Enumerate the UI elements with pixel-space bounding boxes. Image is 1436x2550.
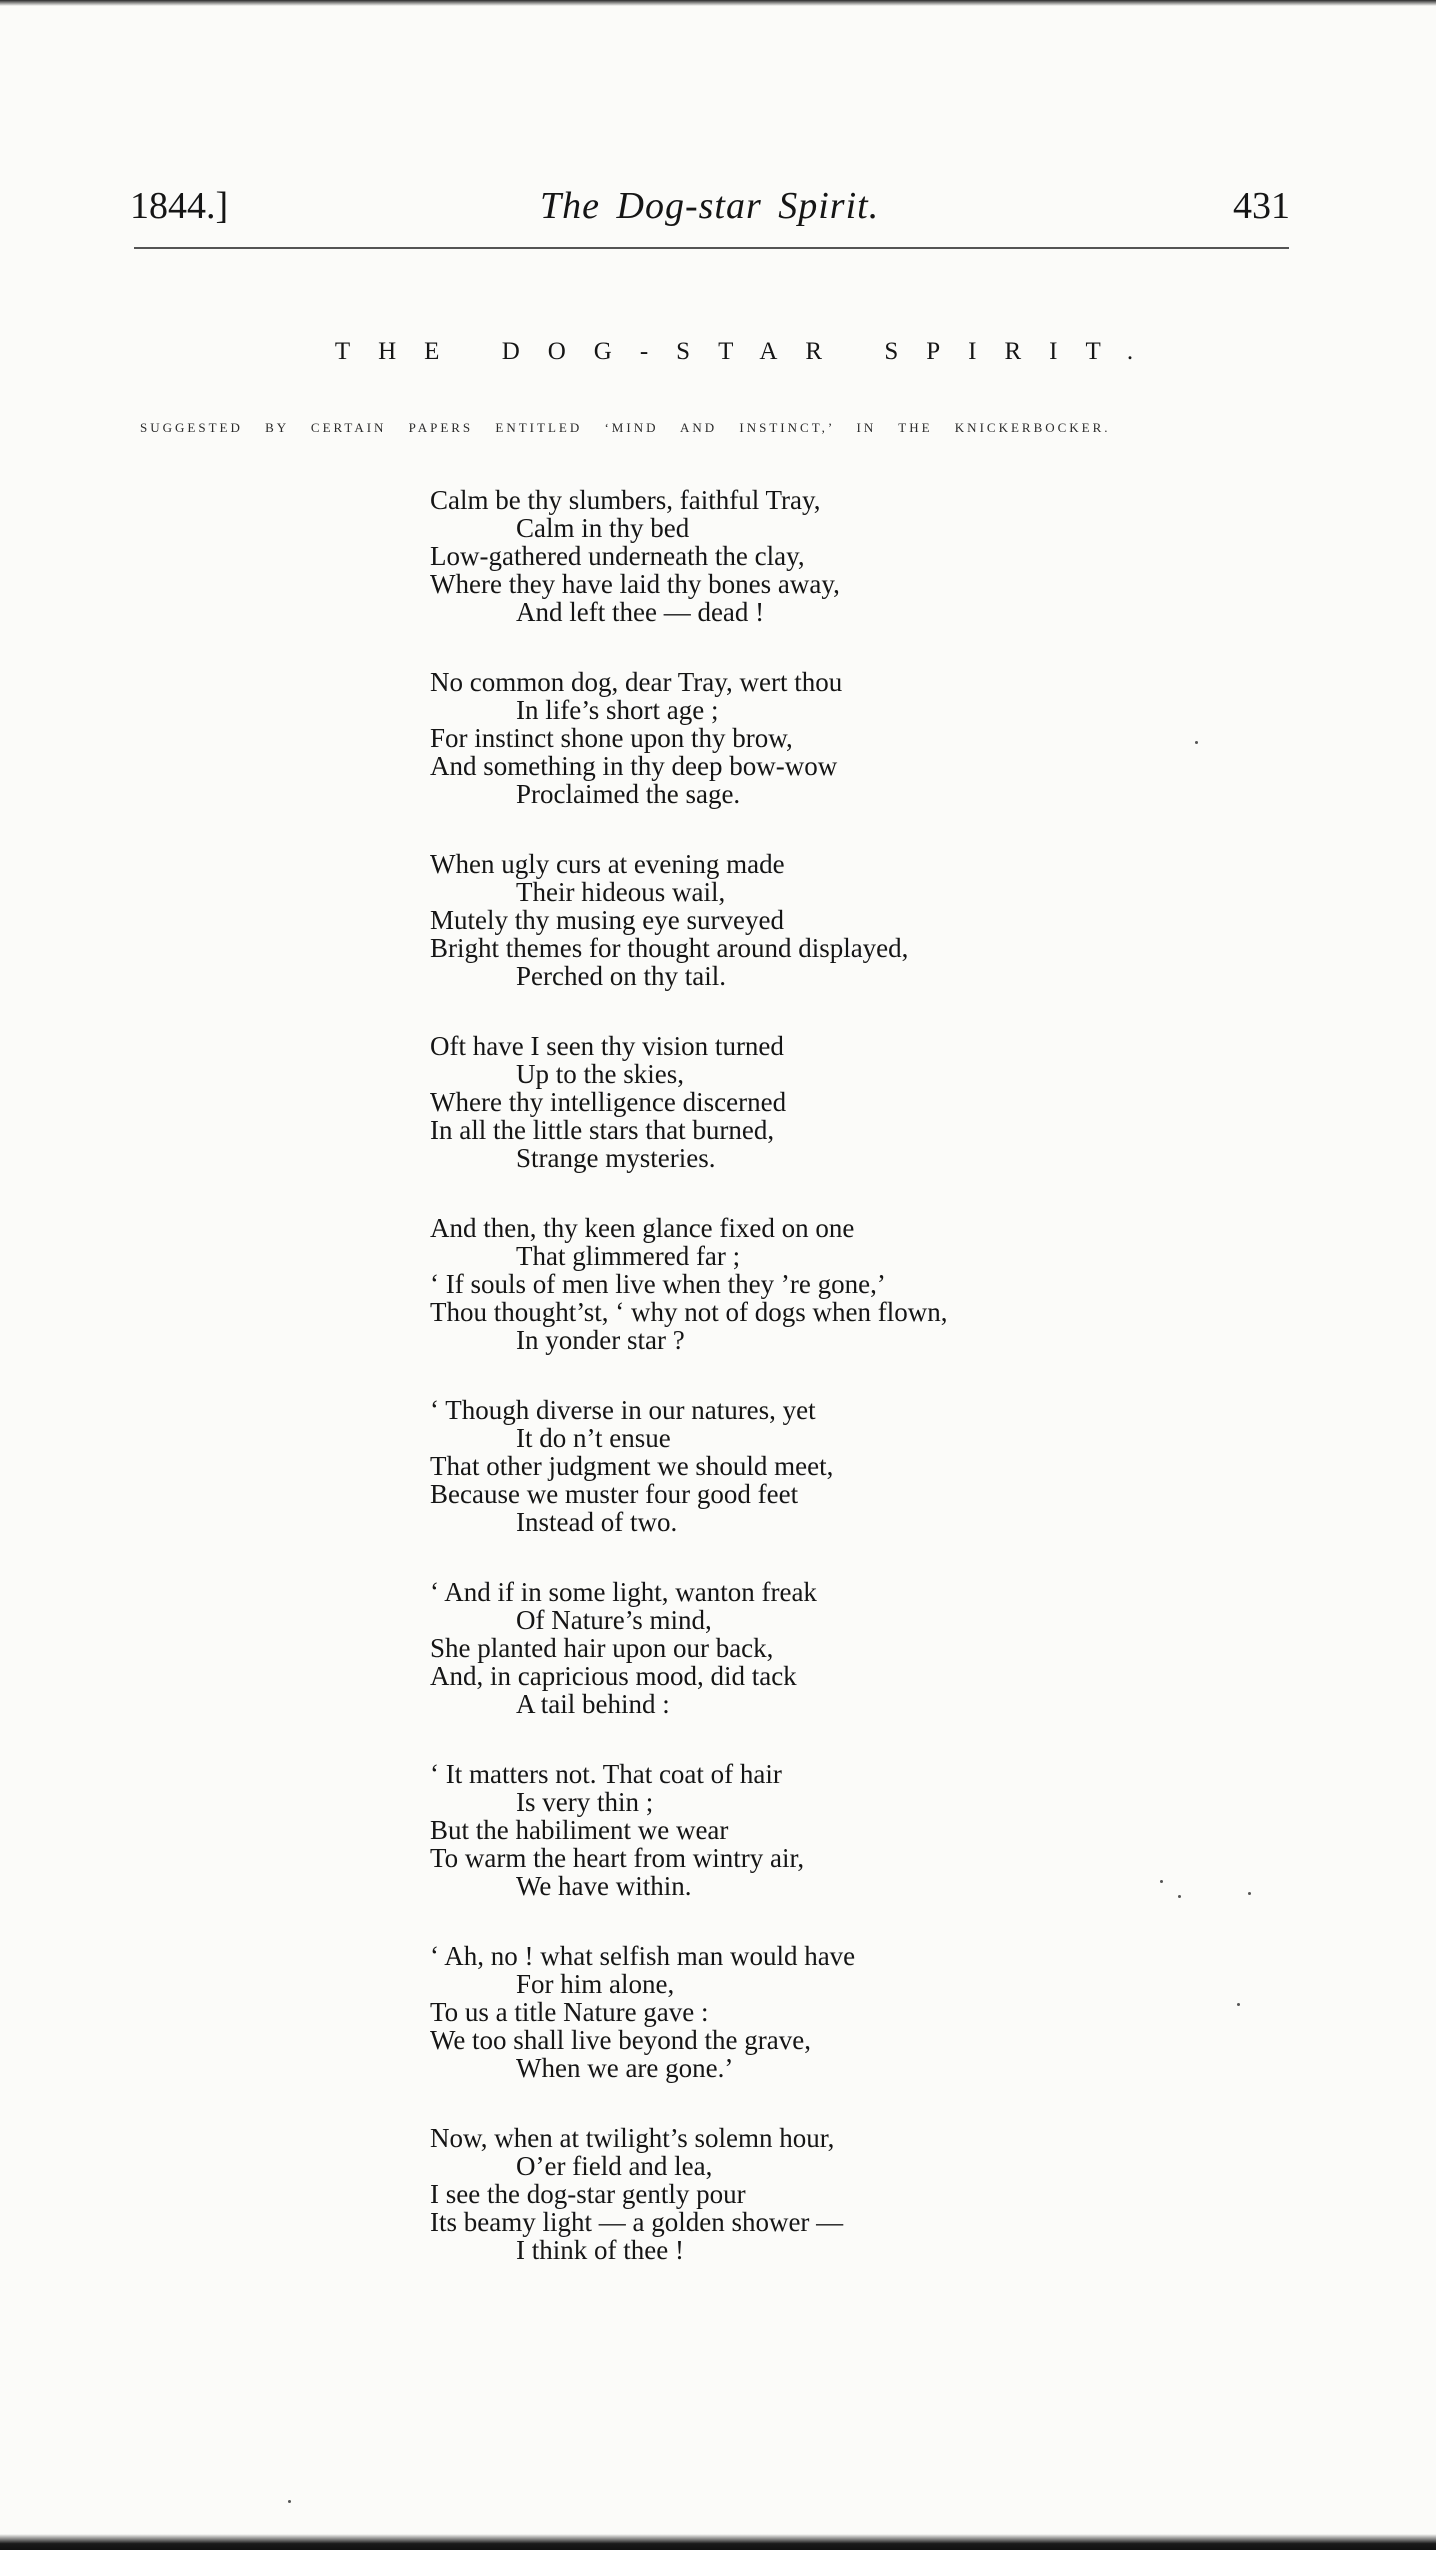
poem-line: Bright themes for thought around displayed, bbox=[430, 933, 909, 963]
poem-line: ‘ It matters not. That coat of hair bbox=[430, 1759, 782, 1789]
poem-line: Calm in thy bed bbox=[516, 513, 690, 543]
stanza bbox=[430, 1942, 1070, 2124]
page-bottom-edge bbox=[0, 2534, 1436, 2550]
poem-line: Is very thin ; bbox=[516, 1787, 654, 1817]
poem-line: For instinct shone upon thy brow, bbox=[430, 723, 793, 753]
page-number: 431 bbox=[1233, 185, 1290, 227]
stanza bbox=[430, 1760, 1070, 1942]
stanza bbox=[430, 1214, 1070, 1396]
paper-speck bbox=[1178, 1895, 1181, 1898]
poem-line: Now, when at twilight’s solemn hour, bbox=[430, 2123, 835, 2153]
running-head bbox=[130, 184, 1290, 244]
stanza bbox=[430, 1578, 1070, 1760]
stanza bbox=[430, 1032, 1070, 1214]
running-head-title: The Dog-star Spirit. bbox=[540, 185, 880, 227]
poem-line: O’er field and lea, bbox=[516, 2151, 713, 2181]
poem-line: But the habiliment we wear bbox=[430, 1815, 729, 1845]
poem-line: Strange mysteries. bbox=[516, 1143, 716, 1173]
poem-line: It do n’t ensue bbox=[516, 1423, 671, 1453]
poem-line: In all the little stars that burned, bbox=[430, 1115, 775, 1145]
stanza bbox=[430, 2124, 1070, 2306]
page-top-edge bbox=[0, 0, 1436, 6]
poem-line: Instead of two. bbox=[516, 1507, 678, 1537]
poem-line: Mutely thy musing eye surveyed bbox=[430, 905, 784, 935]
poem-line: ‘ If souls of men live when they ’re gone,’ bbox=[430, 1269, 886, 1299]
poem-line: ‘ Ah, no ! what selfish man would have bbox=[430, 1941, 856, 1971]
poem-line: When we are gone.’ bbox=[516, 2053, 734, 2083]
poem-line: In life’s short age ; bbox=[516, 695, 719, 725]
poem-line: Up to the skies, bbox=[516, 1059, 684, 1089]
poem-line: And something in thy deep bow-wow bbox=[430, 751, 838, 781]
poem-line: And then, thy keen glance fixed on one bbox=[430, 1213, 855, 1243]
paper-speck bbox=[1248, 1892, 1251, 1895]
paper-speck bbox=[1160, 1880, 1163, 1883]
poem-title: THE DOG-STAR SPIRIT. bbox=[334, 338, 1162, 365]
poem-line: We have within. bbox=[516, 1871, 692, 1901]
poem-line: Thou thought’st, ‘ why not of dogs when flown, bbox=[430, 1297, 948, 1327]
poem-line: And left thee — dead ! bbox=[516, 597, 765, 627]
poem-body bbox=[430, 486, 1070, 2306]
poem-line: Proclaimed the sage. bbox=[516, 779, 741, 809]
poem-line: ‘ Though diverse in our natures, yet bbox=[430, 1395, 816, 1425]
poem-line: Its beamy light — a golden shower — bbox=[430, 2207, 844, 2237]
running-head-year: 1844.] bbox=[130, 185, 229, 227]
poem-line: Calm be thy slumbers, faithful Tray, bbox=[430, 485, 821, 515]
poem-line: To warm the heart from wintry air, bbox=[430, 1843, 805, 1873]
poem-line: No common dog, dear Tray, wert thou bbox=[430, 667, 843, 697]
poem-line: I think of thee ! bbox=[516, 2235, 684, 2265]
paper-speck bbox=[1195, 741, 1198, 744]
poem-line: A tail behind : bbox=[516, 1689, 670, 1719]
poem-line: That other judgment we should meet, bbox=[430, 1451, 834, 1481]
poem-line: Of Nature’s mind, bbox=[516, 1605, 712, 1635]
poem-line: For him alone, bbox=[516, 1969, 675, 1999]
poem-line: Where thy intelligence discerned bbox=[430, 1087, 787, 1117]
poem-line: Where they have laid thy bones away, bbox=[430, 569, 840, 599]
poem-line: Oft have I seen thy vision turned bbox=[430, 1031, 784, 1061]
poem-line: That glimmered far ; bbox=[516, 1241, 741, 1271]
poem-line: Because we muster four good feet bbox=[430, 1479, 799, 1509]
poem-line: ‘ And if in some light, wanton freak bbox=[430, 1577, 817, 1607]
poem-line: In yonder star ? bbox=[516, 1325, 685, 1355]
paper-speck bbox=[288, 2500, 291, 2503]
stanza bbox=[430, 486, 1070, 668]
poem-line: We too shall live beyond the grave, bbox=[430, 2025, 811, 2055]
poem-line: And, in capricious mood, did tack bbox=[430, 1661, 797, 1691]
poem-line: She planted hair upon our back, bbox=[430, 1633, 774, 1663]
poem-line: When ugly curs at evening made bbox=[430, 849, 785, 879]
poem-line: To us a title Nature gave : bbox=[430, 1997, 709, 2027]
stanza bbox=[430, 850, 1070, 1032]
header-rule bbox=[134, 247, 1289, 249]
stanza bbox=[430, 668, 1070, 850]
poem-line: I see the dog-star gently pour bbox=[430, 2179, 746, 2209]
poem-line: Low-gathered underneath the clay, bbox=[430, 541, 805, 571]
stanza bbox=[430, 1396, 1070, 1578]
poem-line: Their hideous wail, bbox=[516, 877, 726, 907]
paper-speck bbox=[1237, 2003, 1240, 2006]
poem-subtitle: SUGGESTED BY CERTAIN PAPERS ENTITLED ‘MIND AND INSTINCT,’ IN THE KNICKERBOCKER. bbox=[140, 420, 1111, 435]
poem-line: Perched on thy tail. bbox=[516, 961, 726, 991]
